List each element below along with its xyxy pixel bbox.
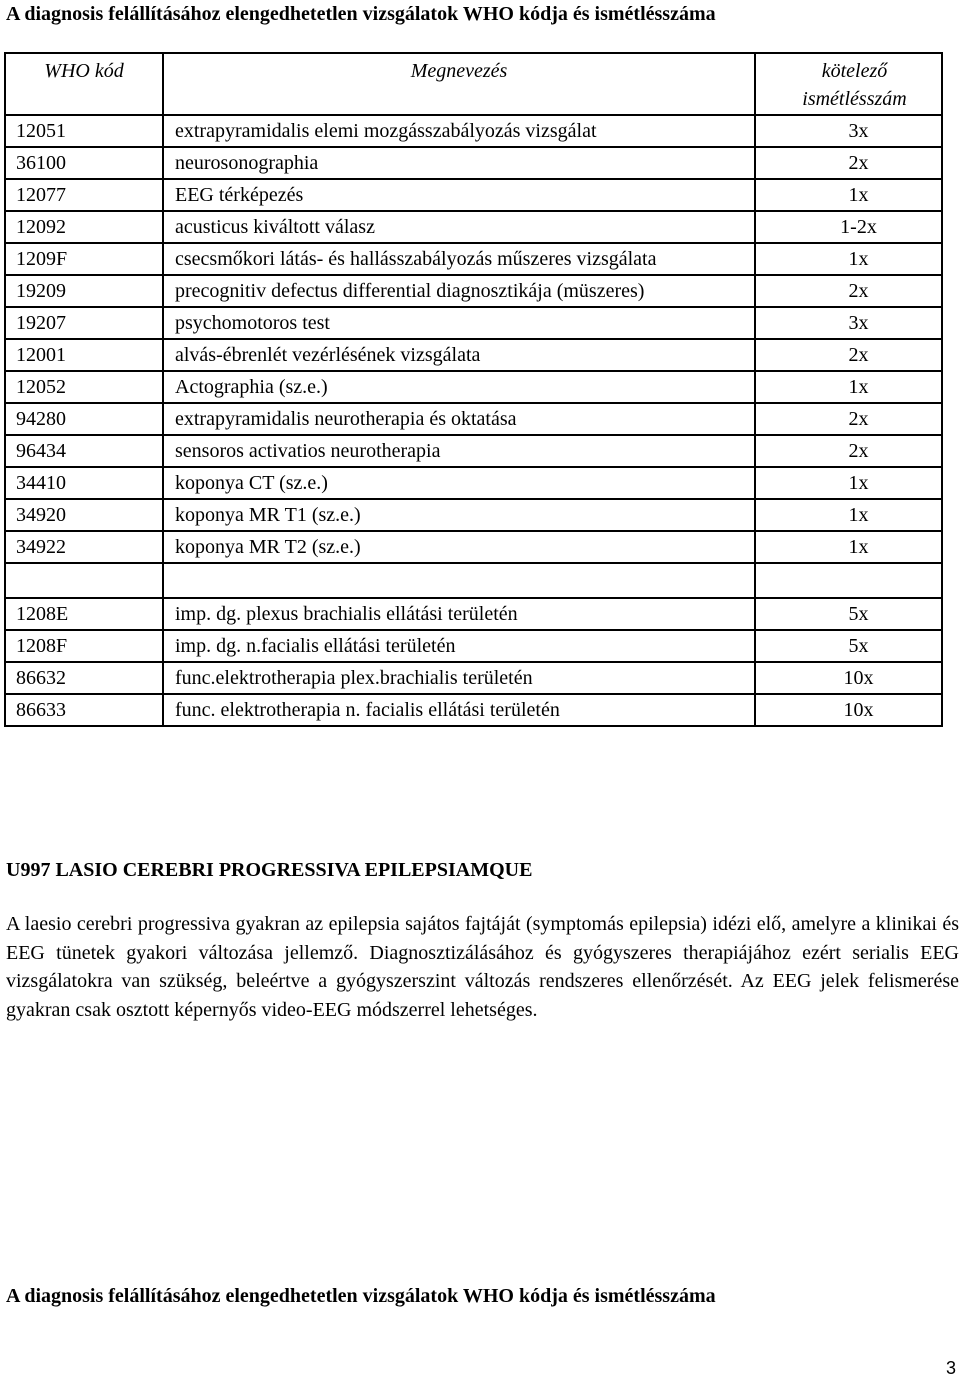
cell-code: 86632 [5,662,163,694]
cell-name: koponya MR T2 (sz.e.) [163,531,755,563]
page-number: 3 [945,1358,956,1378]
cell-name: extrapyramidalis neurotherapia és oktatása [163,403,755,435]
table-row [5,467,942,499]
cell-repeat: 5x [755,598,942,630]
cell-name: neurosonographia [163,147,755,179]
cell-repeat: 1x [755,499,942,531]
cell-repeat: 10x [755,662,942,694]
cell-name: EEG térképezés [163,179,755,211]
cell-repeat: 2x [755,403,942,435]
cell-repeat: 2x [755,275,942,307]
cell-repeat: 1x [755,467,942,499]
page-heading: A diagnosis felállításához elengedhetetlen vizsgálatok WHO kódja és ismétlésszáma [6,3,716,25]
cell-code: 19207 [5,307,163,339]
table-row [5,694,942,726]
cell-repeat: 2x [755,339,942,371]
cell-name: Actographia (sz.e.) [163,371,755,403]
cell-repeat: 10x [755,694,942,726]
cell-repeat: 1x [755,371,942,403]
cell-name: alvás-ébrenlét vezérlésének vizsgálata [163,339,755,371]
cell-code: 94280 [5,403,163,435]
cell-name: precognitiv defectus differential diagnosztikája (müszeres) [163,275,755,307]
cell-code: 36100 [5,147,163,179]
cell-code: 34920 [5,499,163,531]
cell-name: imp. dg. n.facialis ellátási területén [163,630,755,662]
cell-code: 12052 [5,371,163,403]
table-row [5,435,942,467]
table-row [5,531,942,563]
cell-repeat: 1x [755,243,942,275]
cell-repeat: 2x [755,147,942,179]
column-header-code: WHO kód [5,53,163,115]
cell-code: 19209 [5,275,163,307]
table-row [5,339,942,371]
cell-repeat [755,563,942,598]
cell-repeat: 3x [755,115,942,147]
cell-code: 12092 [5,211,163,243]
cell-name [163,563,755,598]
cell-code: 12051 [5,115,163,147]
cell-repeat: 5x [755,630,942,662]
cell-code: 1209F [5,243,163,275]
cell-name: func.elektrotherapia plex.brachialis területén [163,662,755,694]
table-row [5,243,942,275]
table-row [5,499,942,531]
table-row [5,307,942,339]
cell-code [5,563,163,598]
cell-code: 12077 [5,179,163,211]
cell-name: psychomotoros test [163,307,755,339]
cell-code: 96434 [5,435,163,467]
table-row [5,630,942,662]
table-row [5,179,942,211]
cell-name: csecsmőkori látás- és hallásszabályozás műszeres vizsgálata [163,243,755,275]
cell-name: imp. dg. plexus brachialis ellátási területén [163,598,755,630]
table-row [5,115,942,147]
cell-code: 1208F [5,630,163,662]
table-row [5,662,942,694]
table-row [5,598,942,630]
table-body [5,115,942,726]
table-row-blank [5,563,942,598]
table-row [5,403,942,435]
cell-repeat: 1x [755,531,942,563]
table-row [5,211,942,243]
cell-name: koponya CT (sz.e.) [163,467,755,499]
who-code-table [4,52,943,727]
cell-repeat: 1-2x [755,211,942,243]
cell-code: 34922 [5,531,163,563]
section-title: U997 LASIO CEREBRI PROGRESSIVA EPILEPSIAMQUE [6,859,533,881]
cell-name: func. elektrotherapia n. facialis ellátási területén [163,694,755,726]
column-header-name: Megnevezés [163,53,755,115]
cell-name: koponya MR T1 (sz.e.) [163,499,755,531]
cell-name: extrapyramidalis elemi mozgásszabályozás vizsgálat [163,115,755,147]
table-row [5,275,942,307]
cell-code: 1208E [5,598,163,630]
table-header-row [5,53,942,115]
cell-name: acusticus kiváltott válasz [163,211,755,243]
cell-repeat: 1x [755,179,942,211]
table-row [5,147,942,179]
column-header-repeat: kötelező ismétlésszám [755,53,942,115]
table-header [5,53,942,115]
cell-code: 86633 [5,694,163,726]
cell-code: 12001 [5,339,163,371]
section-body: A laesio cerebri progressiva gyakran az epilepsia sajátos fajtáját (symptomás epilepsia) idézi elő, amelyre a klinikai és EEG tünetek gyakori változása jellemző. Diagnosztizálásához és gyógyszeres therapiájához ezért serialis EEG vizsgálatokra van szükség, beleértve a gyógyszerszint változás rendszeres ellenőrzését. Az EEG jelek felismerése gyakran csak osztott képernyős video-EEG módszerrel lehetséges. [6,913,959,1021]
cell-repeat: 2x [755,435,942,467]
cell-repeat: 3x [755,307,942,339]
cell-name: sensoros activatios neurotherapia [163,435,755,467]
cell-code: 34410 [5,467,163,499]
table-row [5,371,942,403]
footer-heading: A diagnosis felállításához elengedhetetlen vizsgálatok WHO kódja és ismétlésszáma [6,1285,716,1307]
